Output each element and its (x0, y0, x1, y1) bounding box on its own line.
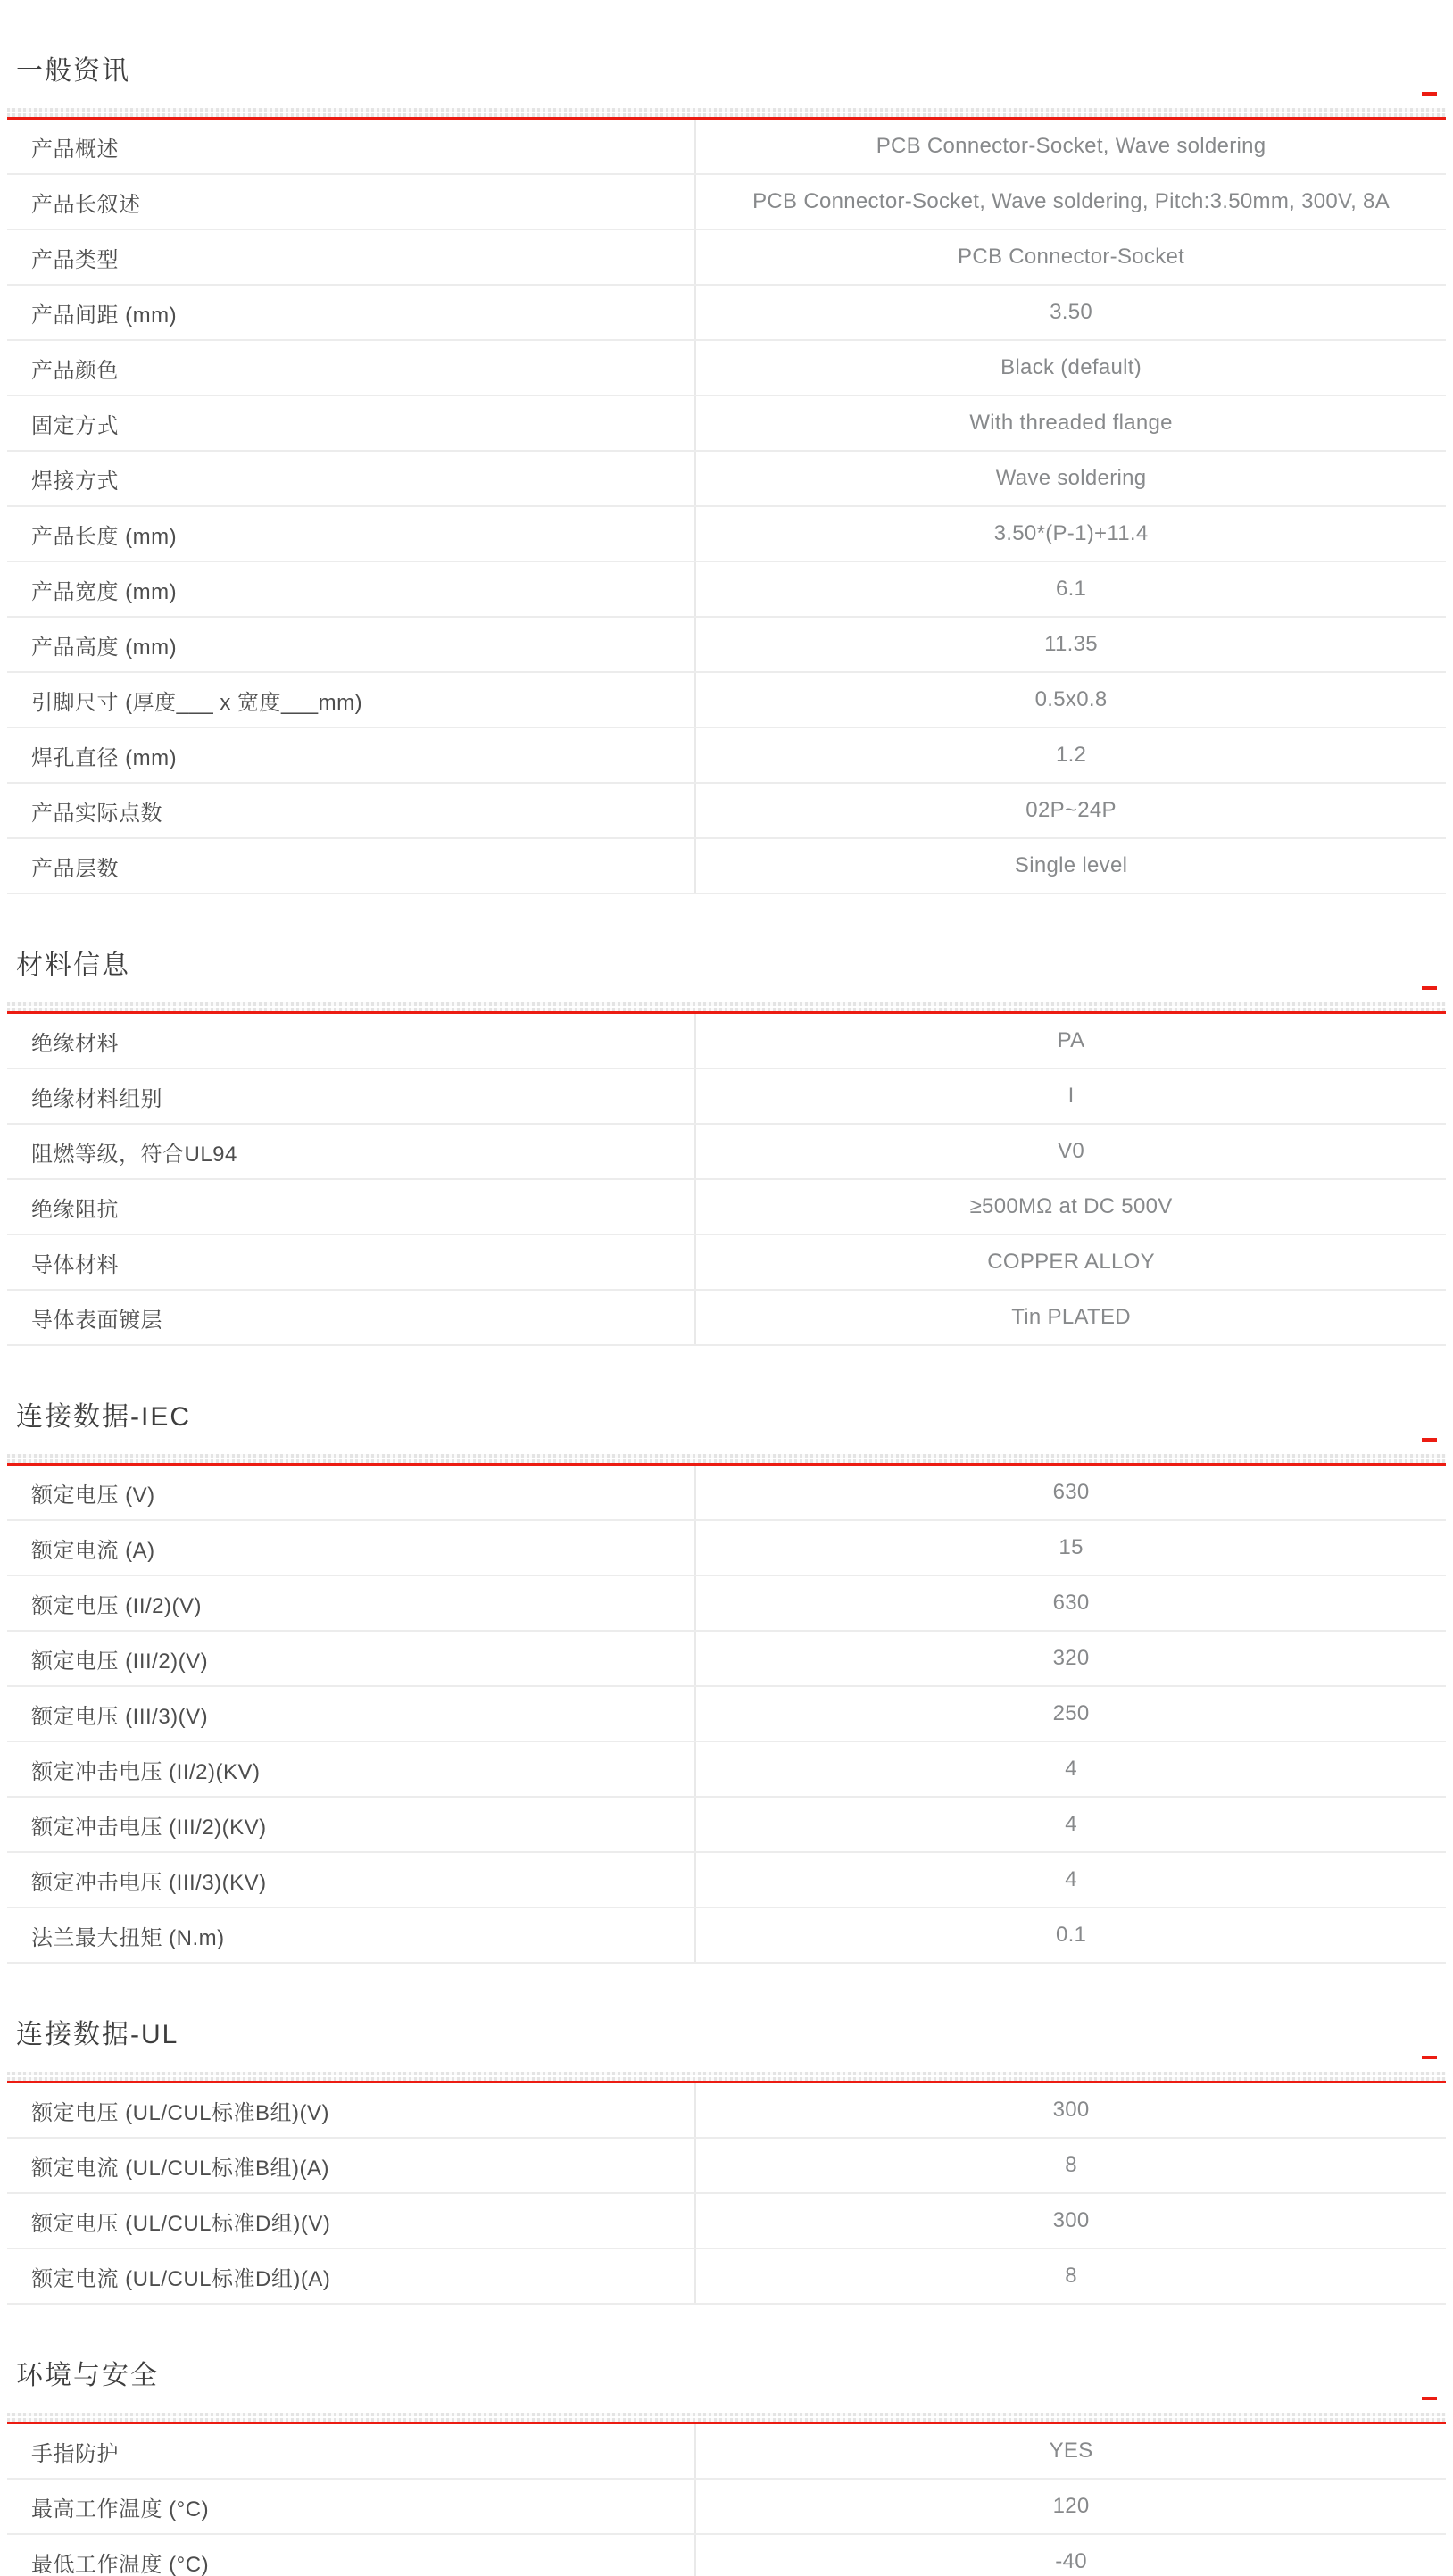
spec-value: 1.2 (1055, 743, 1087, 767)
table-row (7, 507, 1446, 562)
spec-label: 额定电压 (UL/CUL标准D组)(V) (7, 2194, 696, 2248)
spec-value: I (1067, 1084, 1075, 1108)
spec-section (7, 2354, 1446, 2576)
spec-value: YES (1049, 2439, 1093, 2463)
spec-value: 0.5x0.8 (1034, 687, 1108, 711)
spec-label: 法兰最大扭矩 (N.m) (7, 1908, 696, 1962)
spec-value: -40 (1055, 2549, 1087, 2573)
spec-label: 绝缘材料组别 (7, 1069, 696, 1123)
table-row (7, 839, 1446, 894)
spec-section (7, 2013, 1446, 2305)
table-row (7, 1798, 1446, 1853)
spec-value: PCB Connector-Socket, Wave soldering, Pitch:3.50mm, 300V, 8A (752, 189, 1391, 213)
table-row (7, 1291, 1446, 1346)
table-row (7, 1180, 1446, 1235)
table-row (7, 2083, 1446, 2139)
spec-label: 额定电压 (V) (7, 1466, 696, 1519)
spec-label: 额定冲击电压 (II/2)(KV) (7, 1742, 696, 1796)
spec-label: 焊接方式 (7, 452, 696, 505)
texture-strip (7, 1002, 1446, 1011)
spec-label: 额定冲击电压 (III/2)(KV) (7, 1798, 696, 1851)
minus-icon[interactable] (1422, 2056, 1437, 2059)
table-row (7, 2535, 1446, 2576)
table-row (7, 286, 1446, 341)
section-header (7, 2013, 1446, 2072)
spec-label: 产品间距 (mm) (7, 286, 696, 339)
table-row (7, 341, 1446, 396)
spec-label: 导体材料 (7, 1235, 696, 1289)
spec-value: 4 (1065, 1867, 1077, 1891)
section-title: 连接数据-UL (16, 2020, 179, 2049)
texture-strip (7, 2072, 1446, 2081)
spec-table (7, 1466, 1446, 1964)
spec-value: 4 (1065, 1812, 1077, 1836)
section-title: 一般资讯 (16, 56, 130, 86)
spec-value: 8 (1065, 2153, 1077, 2177)
spec-label: 产品颜色 (7, 341, 696, 395)
table-row (7, 1521, 1446, 1576)
spec-label: 导体表面镀层 (7, 1291, 696, 1344)
spec-table (7, 2083, 1446, 2305)
table-row (7, 2139, 1446, 2194)
spec-value: With threaded flange (969, 411, 1173, 435)
table-row (7, 2194, 1446, 2249)
table-row (7, 618, 1446, 673)
table-row (7, 1853, 1446, 1908)
spec-value: COPPER ALLOY (987, 1250, 1155, 1274)
spec-value: Single level (1014, 853, 1128, 877)
spec-page (7, 49, 1446, 2576)
spec-value: 8 (1065, 2264, 1077, 2288)
spec-label: 焊孔直径 (mm) (7, 728, 696, 782)
spec-label: 绝缘材料 (7, 1014, 696, 1068)
spec-value: 300 (1052, 2098, 1090, 2122)
spec-label: 阻燃等级，符合UL94 (7, 1125, 696, 1178)
spec-value: 02P~24P (1025, 798, 1117, 822)
spec-value: Tin PLATED (1011, 1305, 1131, 1329)
spec-label: 产品层数 (7, 839, 696, 893)
spec-label: 产品长度 (mm) (7, 507, 696, 561)
table-row (7, 2424, 1446, 2480)
spec-label: 产品高度 (mm) (7, 618, 696, 671)
spec-label: 额定冲击电压 (III/3)(KV) (7, 1853, 696, 1907)
table-row (7, 1632, 1446, 1687)
spec-table (7, 120, 1446, 894)
table-row (7, 120, 1446, 175)
table-row (7, 2249, 1446, 2305)
spec-label: 最低工作温度 (°C) (7, 2535, 696, 2576)
table-row (7, 1069, 1446, 1125)
table-row (7, 1466, 1446, 1521)
spec-value: 3.50 (1050, 300, 1093, 324)
minus-icon[interactable] (1422, 1438, 1437, 1442)
spec-label: 产品类型 (7, 230, 696, 284)
table-row (7, 1125, 1446, 1180)
spec-label: 最高工作温度 (°C) (7, 2480, 696, 2533)
spec-value: 320 (1052, 1646, 1090, 1670)
table-row (7, 175, 1446, 230)
spec-value: 0.1 (1055, 1923, 1087, 1947)
section-title: 连接数据-IEC (16, 1402, 191, 1432)
spec-value: 630 (1052, 1591, 1090, 1615)
spec-label: 额定电流 (UL/CUL标准D组)(A) (7, 2249, 696, 2303)
spec-value: PCB Connector-Socket (958, 245, 1185, 269)
table-row (7, 2480, 1446, 2535)
section-header (7, 49, 1446, 108)
table-row (7, 1014, 1446, 1069)
spec-section (7, 1395, 1446, 1964)
spec-value: 4 (1065, 1757, 1077, 1781)
spec-section (7, 943, 1446, 1346)
spec-value: PCB Connector-Socket, Wave soldering (876, 134, 1266, 158)
table-row (7, 562, 1446, 618)
spec-label: 固定方式 (7, 396, 696, 450)
spec-label: 额定电压 (III/3)(V) (7, 1687, 696, 1741)
spec-table (7, 1014, 1446, 1346)
spec-label: 产品宽度 (mm) (7, 562, 696, 616)
spec-value: 300 (1052, 2208, 1090, 2232)
spec-label: 额定电流 (UL/CUL标准B组)(A) (7, 2139, 696, 2192)
spec-value: PA (1057, 1028, 1085, 1052)
spec-value: ≥500MΩ at DC 500V (969, 1194, 1173, 1218)
spec-label: 额定电压 (UL/CUL标准B组)(V) (7, 2083, 696, 2137)
spec-label: 绝缘阻抗 (7, 1180, 696, 1234)
spec-label: 产品概述 (7, 120, 696, 173)
table-row (7, 1687, 1446, 1742)
spec-label: 产品实际点数 (7, 784, 696, 837)
table-row (7, 1742, 1446, 1798)
table-row (7, 230, 1446, 286)
section-title: 环境与安全 (16, 2361, 159, 2390)
spec-table (7, 2424, 1446, 2576)
table-row (7, 396, 1446, 452)
spec-value: Black (default) (1000, 355, 1142, 379)
spec-label: 引脚尺寸 (厚度___ x 宽度___mm) (7, 673, 696, 727)
table-row (7, 728, 1446, 784)
table-row (7, 1235, 1446, 1291)
texture-strip (7, 1454, 1446, 1463)
minus-icon[interactable] (1422, 986, 1437, 990)
spec-value: 3.50*(P-1)+11.4 (993, 521, 1149, 545)
spec-value: 6.1 (1055, 577, 1087, 601)
section-header (7, 1395, 1446, 1454)
spec-value: 15 (1059, 1535, 1084, 1559)
spec-value: 120 (1052, 2494, 1090, 2518)
minus-icon[interactable] (1422, 92, 1437, 96)
table-row (7, 1908, 1446, 1964)
texture-strip (7, 2413, 1446, 2422)
table-row (7, 1576, 1446, 1632)
section-header (7, 943, 1446, 1002)
minus-icon[interactable] (1422, 2397, 1437, 2400)
spec-label: 手指防护 (7, 2424, 696, 2478)
spec-label: 额定电流 (A) (7, 1521, 696, 1575)
spec-value: 630 (1052, 1480, 1090, 1504)
spec-value: 11.35 (1044, 632, 1098, 656)
texture-strip (7, 108, 1446, 117)
spec-label: 额定电压 (II/2)(V) (7, 1576, 696, 1630)
spec-value: Wave soldering (995, 466, 1147, 490)
section-title: 材料信息 (16, 951, 130, 980)
spec-section (7, 49, 1446, 894)
table-row (7, 784, 1446, 839)
spec-value: 250 (1052, 1701, 1090, 1725)
spec-label: 产品长叙述 (7, 175, 696, 229)
spec-label: 额定电压 (III/2)(V) (7, 1632, 696, 1685)
section-header (7, 2354, 1446, 2413)
table-row (7, 452, 1446, 507)
table-row (7, 673, 1446, 728)
spec-value: V0 (1058, 1139, 1085, 1163)
